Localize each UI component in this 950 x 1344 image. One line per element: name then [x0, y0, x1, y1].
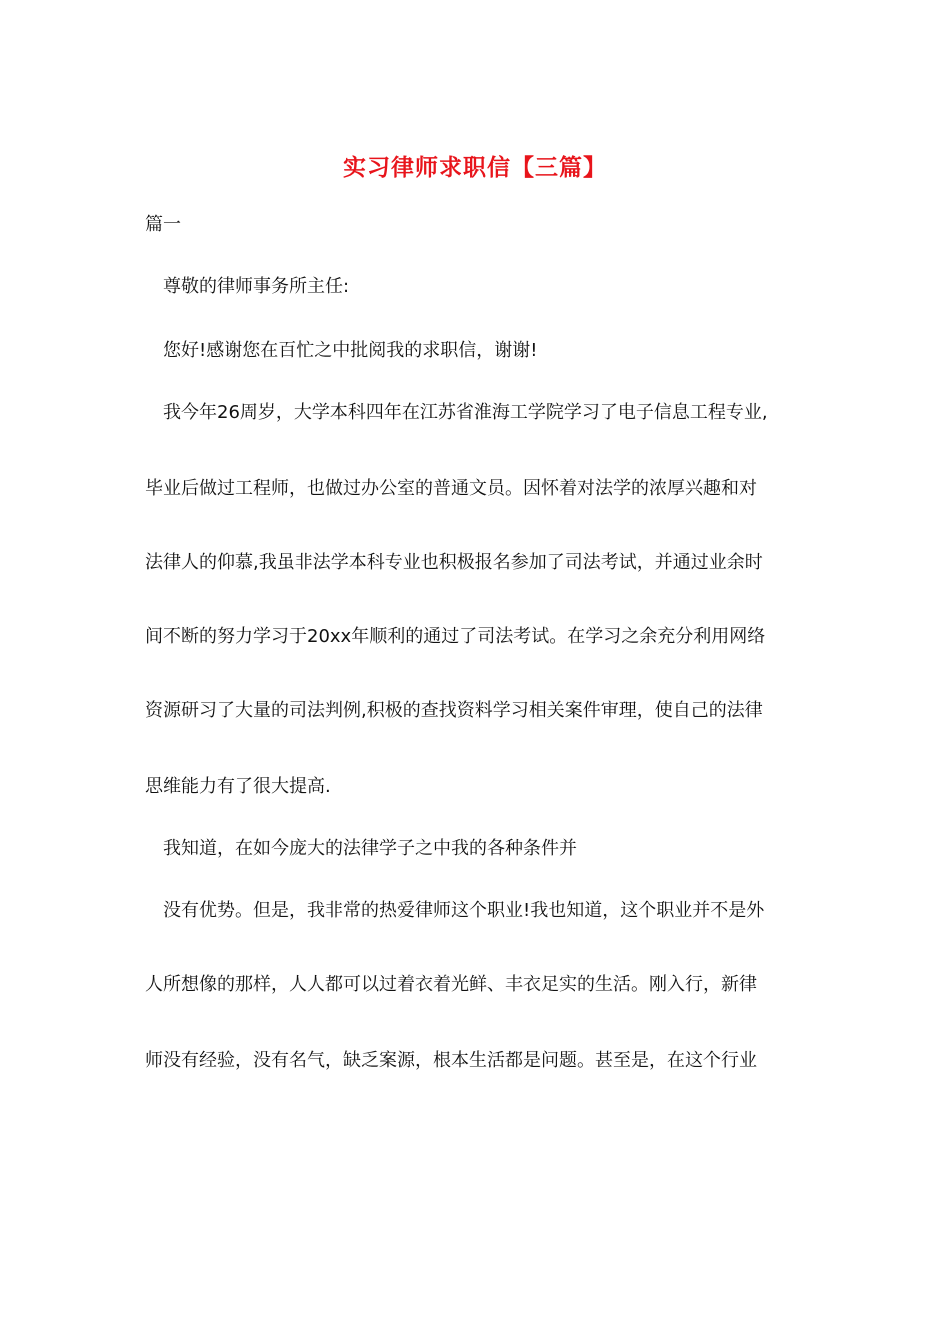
body-line-1: 我今年26周岁，大学本科四年在江苏省淮海工学院学习了电子信息工程专业, [163, 402, 768, 423]
body-line-5: 资源研习了大量的司法判例,积极的查找资料学习相关案件审理，使自己的法律 [145, 700, 763, 721]
body-line-7: 我知道，在如今庞大的法律学子之中我的各种条件并 [163, 838, 577, 859]
body-line-2: 毕业后做过工程师，也做过办公室的普通文员。因怀着对法学的浓厚兴趣和对 [145, 478, 757, 499]
body-line-9: 人所想像的那样，人人都可以过着衣着光鲜、丰衣足实的生活。刚入行，新律 [145, 974, 757, 995]
section-label: 篇一 [145, 214, 181, 235]
body-line-4: 间不断的努力学习于20xx年顺利的通过了司法考试。在学习之余充分利用网络 [145, 626, 766, 647]
body-line-3: 法律人的仰慕,我虽非法学本科专业也积极报名参加了司法考试，并通过业余时 [145, 552, 763, 573]
salutation: 尊敬的律师事务所主任: [163, 276, 350, 297]
body-line-10: 师没有经验，没有名气，缺乏案源，根本生活都是问题。甚至是，在这个行业 [145, 1050, 757, 1071]
body-line-8: 没有优势。但是，我非常的热爱律师这个职业!我也知道，这个职业并不是外 [163, 900, 765, 921]
document-title: 实习律师求职信【三篇】 [343, 155, 607, 181]
greeting-line: 您好!感谢您在百忙之中批阅我的求职信，谢谢! [163, 340, 538, 361]
body-line-6: 思维能力有了很大提高. [145, 776, 331, 797]
